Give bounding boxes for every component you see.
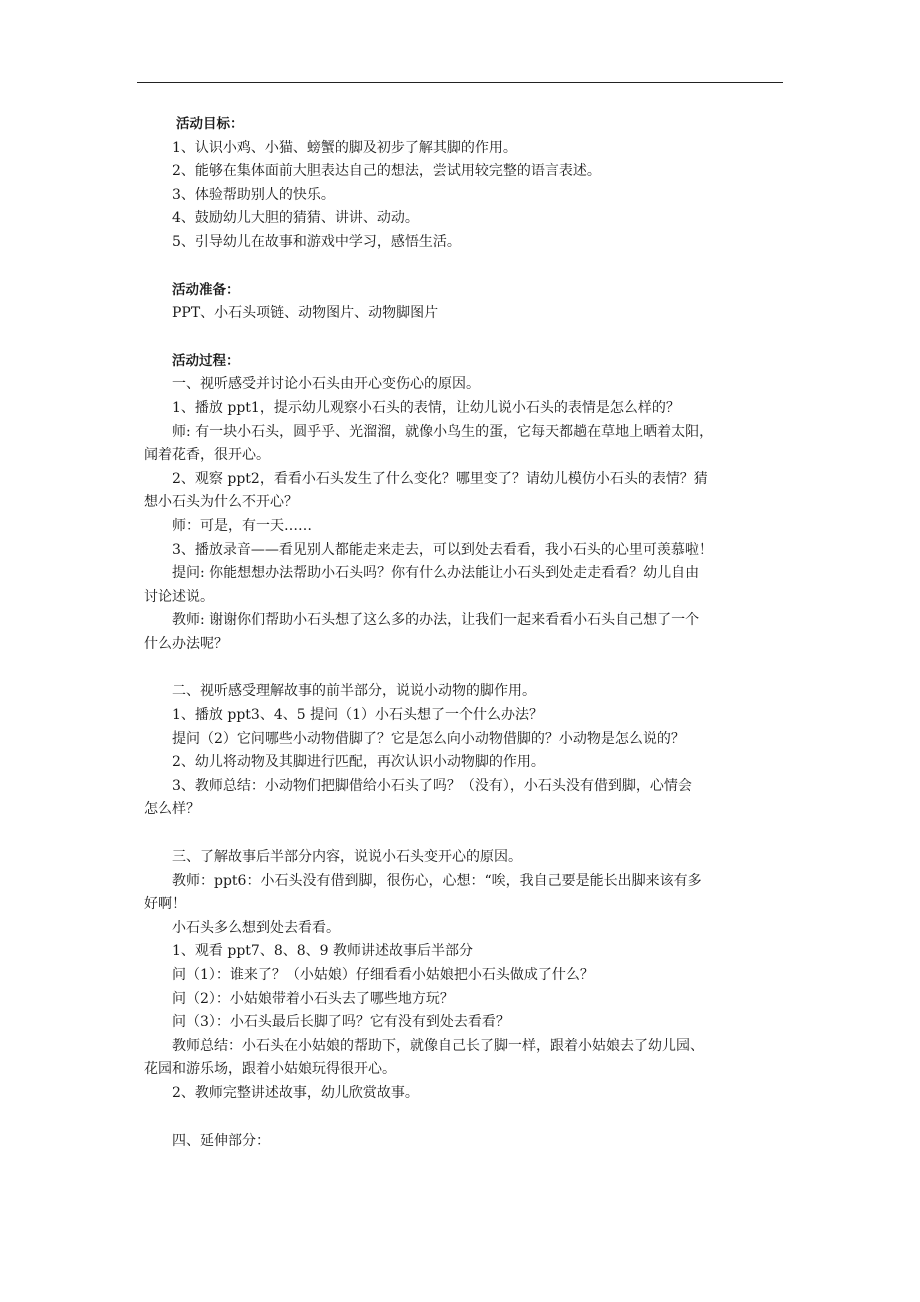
goal-item: 1、认识小鸡、小猫、螃蟹的脚及初步了解其脚的作用。 bbox=[172, 139, 517, 156]
paragraph-line: 好啊！ bbox=[144, 896, 186, 913]
paragraph-line: 想小石头为什么不开心？ bbox=[144, 494, 298, 511]
goal-item: 3、体验帮助别人的快乐。 bbox=[172, 186, 335, 203]
paragraph-line: 3、教师总结：小动物们把脚借给小石头了吗？（没有），小石头没有借到脚，心情会 bbox=[172, 777, 692, 794]
section-title: 四、延伸部分： bbox=[172, 1132, 270, 1149]
paragraph-line: 2、教师完整讲述故事，幼儿欣赏故事。 bbox=[172, 1084, 419, 1101]
paragraph-line: 提问（2）它问哪些小动物借脚了？它是怎么向小动物借脚的？小动物是怎么说的？ bbox=[172, 730, 685, 747]
paragraph-line: 闻着花香，很开心。 bbox=[144, 447, 270, 464]
paragraph-line: 2、幼儿将动物及其脚进行匹配，再次认识小动物脚的作用。 bbox=[172, 754, 545, 771]
section-title: 二、视听感受理解故事的前半部分，说说小动物的脚作用。 bbox=[172, 683, 536, 700]
paragraph-line: 教师总结：小石头在小姑娘的帮助下，就像自己长了脚一样，跟着小姑娘去了幼儿园、 bbox=[172, 1037, 704, 1054]
paragraph-line: 1、播放 ppt3、4、5 提问（1）小石头想了一个什么办法？ bbox=[172, 707, 543, 724]
goal-item: 2、能够在集体面前大胆表达自己的想法，尝试用较完整的语言表述。 bbox=[172, 163, 601, 180]
header-rule bbox=[137, 82, 783, 83]
paragraph-line: 1、观看 ppt7、8、8、9 教师讲述故事后半部分 bbox=[172, 943, 473, 960]
paragraph-line: 问（1）：谁来了？（小姑娘）仔细看看小姑娘把小石头做成了什么？ bbox=[172, 967, 594, 983]
prep-text: PPT、小石头项链、动物图片、动物脚图片 bbox=[172, 305, 439, 322]
paragraph-line: 花园和游乐场，跟着小姑娘玩得很开心。 bbox=[144, 1061, 396, 1078]
paragraph-line: 什么办法呢？ bbox=[144, 635, 228, 652]
paragraph-line: 讨论述说。 bbox=[144, 588, 214, 605]
paragraph-line: 师：可是，有一天…… bbox=[172, 517, 312, 534]
document-body bbox=[144, 113, 792, 1153]
paragraph-line: 教师：ppt6：小石头没有借到脚，很伤心，心想：“唉，我自己要是能长出脚来该有多 bbox=[172, 872, 702, 889]
paragraph-line: 师: 有一块小石头，圆乎乎、光溜溜，就像小鸟生的蛋，它每天都趟在草地上晒着太阳， bbox=[172, 423, 714, 440]
goal-item: 5、引导幼儿在故事和游戏中学习，感悟生活。 bbox=[172, 233, 461, 250]
prep-heading: 活动准备： bbox=[172, 281, 240, 298]
paragraph-line: 教师: 谢谢你们帮助小石头想了这么多的办法，让我们一起来看看小石头自己想了一个 bbox=[172, 612, 700, 629]
paragraph-line: 1、播放 ppt1，提示幼儿观察小石头的表情，让幼儿说小石头的表情是怎么样的？ bbox=[172, 399, 680, 416]
paragraph-line: 怎么样？ bbox=[144, 801, 200, 818]
paragraph-line: 问（3）：小石头最后长脚了吗？它有没有到处去看看？ bbox=[172, 1014, 510, 1031]
paragraph-line: 2、观察 ppt2，看看小石头发生了什么变化？哪里变了？请幼儿模仿小石头的表情？猜 bbox=[172, 470, 708, 487]
process-heading: 活动过程： bbox=[172, 352, 240, 369]
goal-item: 4、鼓励幼儿大胆的猜猜、讲讲、动动。 bbox=[172, 210, 419, 227]
goals-heading: 活动目标： bbox=[176, 116, 244, 132]
section-title: 一、视听感受并讨论小石头由开心变伤心的原因。 bbox=[172, 376, 480, 393]
paragraph-line: 小石头多么想到处去看看。 bbox=[172, 919, 340, 936]
paragraph-line: 提问: 你能想想办法帮助小石头吗？你有什么办法能让小石头到处走走看看？幼儿自由 bbox=[172, 565, 700, 582]
paragraph-line: 问（2）：小姑娘带着小石头去了哪些地方玩？ bbox=[172, 990, 454, 1007]
section-title: 三、了解故事后半部分内容，说说小石头变开心的原因。 bbox=[172, 849, 522, 866]
paragraph-line: 3、播放录音——看见别人都能走来走去，可以到处去看看，我小石头的心里可羡慕啦！ bbox=[172, 541, 713, 558]
